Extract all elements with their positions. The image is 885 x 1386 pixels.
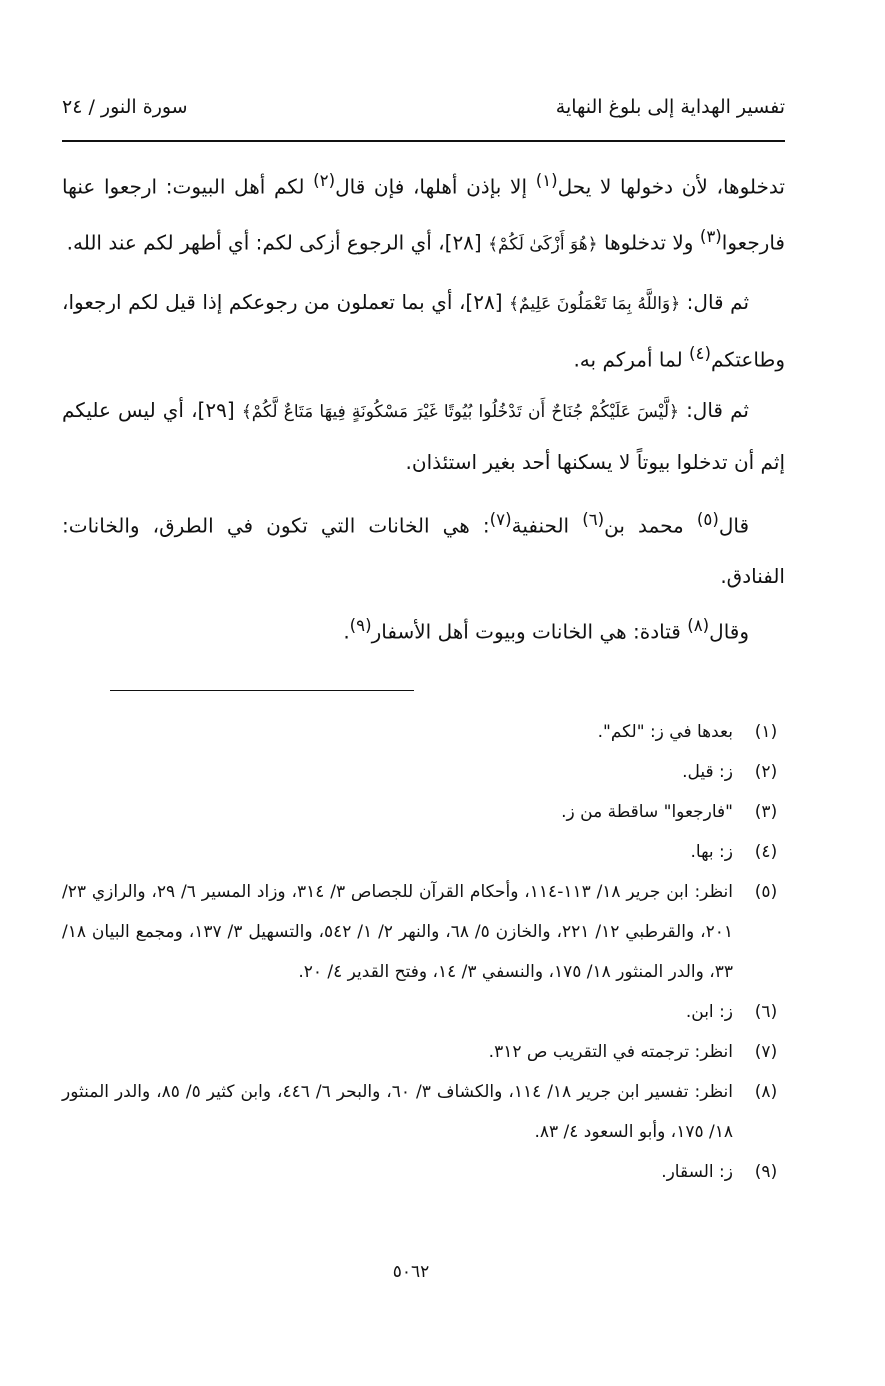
footnotes bbox=[62, 712, 785, 1192]
text-run: لكم أهل البيوت: ارجعوا عنها فارجعوا bbox=[62, 174, 785, 255]
footnote-number: (٣) bbox=[754, 802, 778, 822]
footnote bbox=[62, 752, 785, 792]
footnote-number: (٧) bbox=[754, 1042, 778, 1062]
footnote-number: (٩) bbox=[754, 1162, 778, 1182]
text-run: . bbox=[343, 619, 350, 644]
text-run: [٢٨]، أي بما تعملون من رجوعكم إذا قيل لكم ارجعوا، وطاعتكم bbox=[62, 290, 785, 372]
text-run: [٢٨]، أي الرجوع أزكى لكم: أي أطهر لكم عند الله. bbox=[66, 230, 489, 255]
text-run: : هي الخانات التي تكون في الطرق، والخانات: الفنادق. bbox=[62, 513, 785, 588]
paragraph-5 bbox=[62, 601, 785, 657]
footnote-text: بعدها في ز: "لكم". bbox=[597, 722, 733, 742]
footnote bbox=[62, 712, 785, 752]
header-divider bbox=[62, 140, 785, 142]
text-run: وقال bbox=[709, 619, 749, 644]
footnote-number: (٢) bbox=[754, 762, 778, 782]
text-run: لما أمركم به. bbox=[573, 347, 690, 372]
footnote bbox=[62, 792, 785, 832]
footnote-text: ز: السقار. bbox=[661, 1162, 733, 1182]
text-run: قال bbox=[718, 513, 749, 538]
footnote-text: "فارجعوا" ساقطة من ز. bbox=[561, 802, 733, 822]
text-run: محمد بن bbox=[604, 513, 697, 538]
paragraph-4 bbox=[62, 495, 785, 601]
footnote bbox=[62, 1152, 785, 1192]
footnote bbox=[62, 872, 785, 992]
footnote-number: (٤) bbox=[754, 842, 778, 862]
text-run: ثم قال: bbox=[678, 397, 749, 422]
surah-name: سورة النور / ٢٤ bbox=[62, 96, 188, 118]
text-run: إلا بإذن أهلها، فإن قال bbox=[335, 174, 536, 199]
footnote-ref: (٩) bbox=[349, 615, 372, 635]
footnote-ref: (٢) bbox=[313, 171, 336, 190]
main-text bbox=[62, 156, 785, 656]
book-title: تفسير الهداية إلى بلوغ النهاية bbox=[555, 96, 785, 118]
text-run: ولا تدخلوها bbox=[597, 230, 700, 255]
text-run: ثم قال: bbox=[680, 290, 750, 315]
paragraph-2 bbox=[62, 277, 785, 385]
footnote bbox=[62, 832, 785, 872]
text-run: [٢٩]، أي ليس عليكم إثم أن تدخلوا بيوتاً لا يسكنها أحد بغير استئذان. bbox=[62, 397, 785, 474]
text-run: الحنفية bbox=[511, 513, 583, 538]
text-run: تدخلوها، لأن دخولها لا يحل bbox=[557, 174, 785, 199]
paragraph-1 bbox=[62, 156, 785, 269]
page-number: ٥٠٦٢ bbox=[392, 1262, 430, 1282]
running-header bbox=[62, 96, 785, 130]
footnote-number: (٨) bbox=[754, 1082, 778, 1102]
footnote-ref: (١) bbox=[535, 171, 558, 190]
footnote-ref: (٦) bbox=[582, 509, 605, 529]
footnote-text: انظر: تفسير ابن جرير ١٨/ ١١٤، والكشاف ٣/ ٦٠، والبحر ٦/ ٤٤٦، وابن كثير ٥/ ٨٥، والدر المنثور ١٨/ ١٧٥، وأبو السعود ٤/ ٨٣. bbox=[62, 1082, 733, 1142]
paragraph-3 bbox=[62, 385, 785, 487]
footnote-number: (١) bbox=[754, 722, 778, 742]
footnote-ref: (٤) bbox=[689, 344, 711, 364]
quran-verse: ﴿هُوَ أَزْكَىٰ لَكُمْ﴾ bbox=[488, 234, 598, 255]
footnote-text: انظر: ابن جرير ١٨/ ١١٣-١١٤، وأحكام القرآن للجصاص ٣/ ٣١٤، وزاد المسير ٦/ ٢٩، والرازي ٢٣/ ٢٠١، والقرطبي ١٢/ ٢٢١، والخازن ٥/ ٦٨، والنهر ٢/ ١/ ٥٤٢، والتسهيل ٣/ ١٣٧، ومجمع البيان ١٨/ ٣٣، والدر المنثور ١٨/ ١٧٥، والنسفي ٣/ ١٤، وفتح القدير ٤/ ٢٠. bbox=[62, 882, 733, 982]
footnote-text: ز: بها. bbox=[690, 842, 733, 862]
footnotes-divider bbox=[110, 690, 414, 691]
footnote bbox=[62, 1032, 785, 1072]
quran-verse: ﴿لَّيْسَ عَلَيْكُمْ جُنَاحٌ أَن تَدْخُلُوا بُيُوتًا غَيْرَ مَسْكُونَةٍ فِيهَا مَتَاعٌ لَّكُمْ﴾ bbox=[241, 401, 679, 422]
footnote-text: انظر: ترجمته في التقريب ص ٣١٢. bbox=[488, 1042, 733, 1062]
footnote-ref: (٨) bbox=[687, 615, 710, 635]
footnote-ref: (٧) bbox=[489, 509, 512, 529]
footnote-number: (٦) bbox=[754, 1002, 778, 1022]
quran-verse: ﴿وَاللَّهُ بِمَا تَعْمَلُونَ عَلِيمٌ﴾ bbox=[509, 294, 681, 315]
footnote bbox=[62, 1072, 785, 1152]
footnote-text: ز: ابن. bbox=[685, 1002, 733, 1022]
footnote-text: ز: قيل. bbox=[682, 762, 733, 782]
footnote-ref: (٥) bbox=[696, 509, 719, 529]
footnote-ref: (٣) bbox=[699, 226, 722, 246]
footnote bbox=[62, 992, 785, 1032]
text-run: قتادة: هي الخانات وبيوت أهل الأسفار bbox=[371, 619, 688, 644]
footnote-number: (٥) bbox=[754, 882, 778, 902]
